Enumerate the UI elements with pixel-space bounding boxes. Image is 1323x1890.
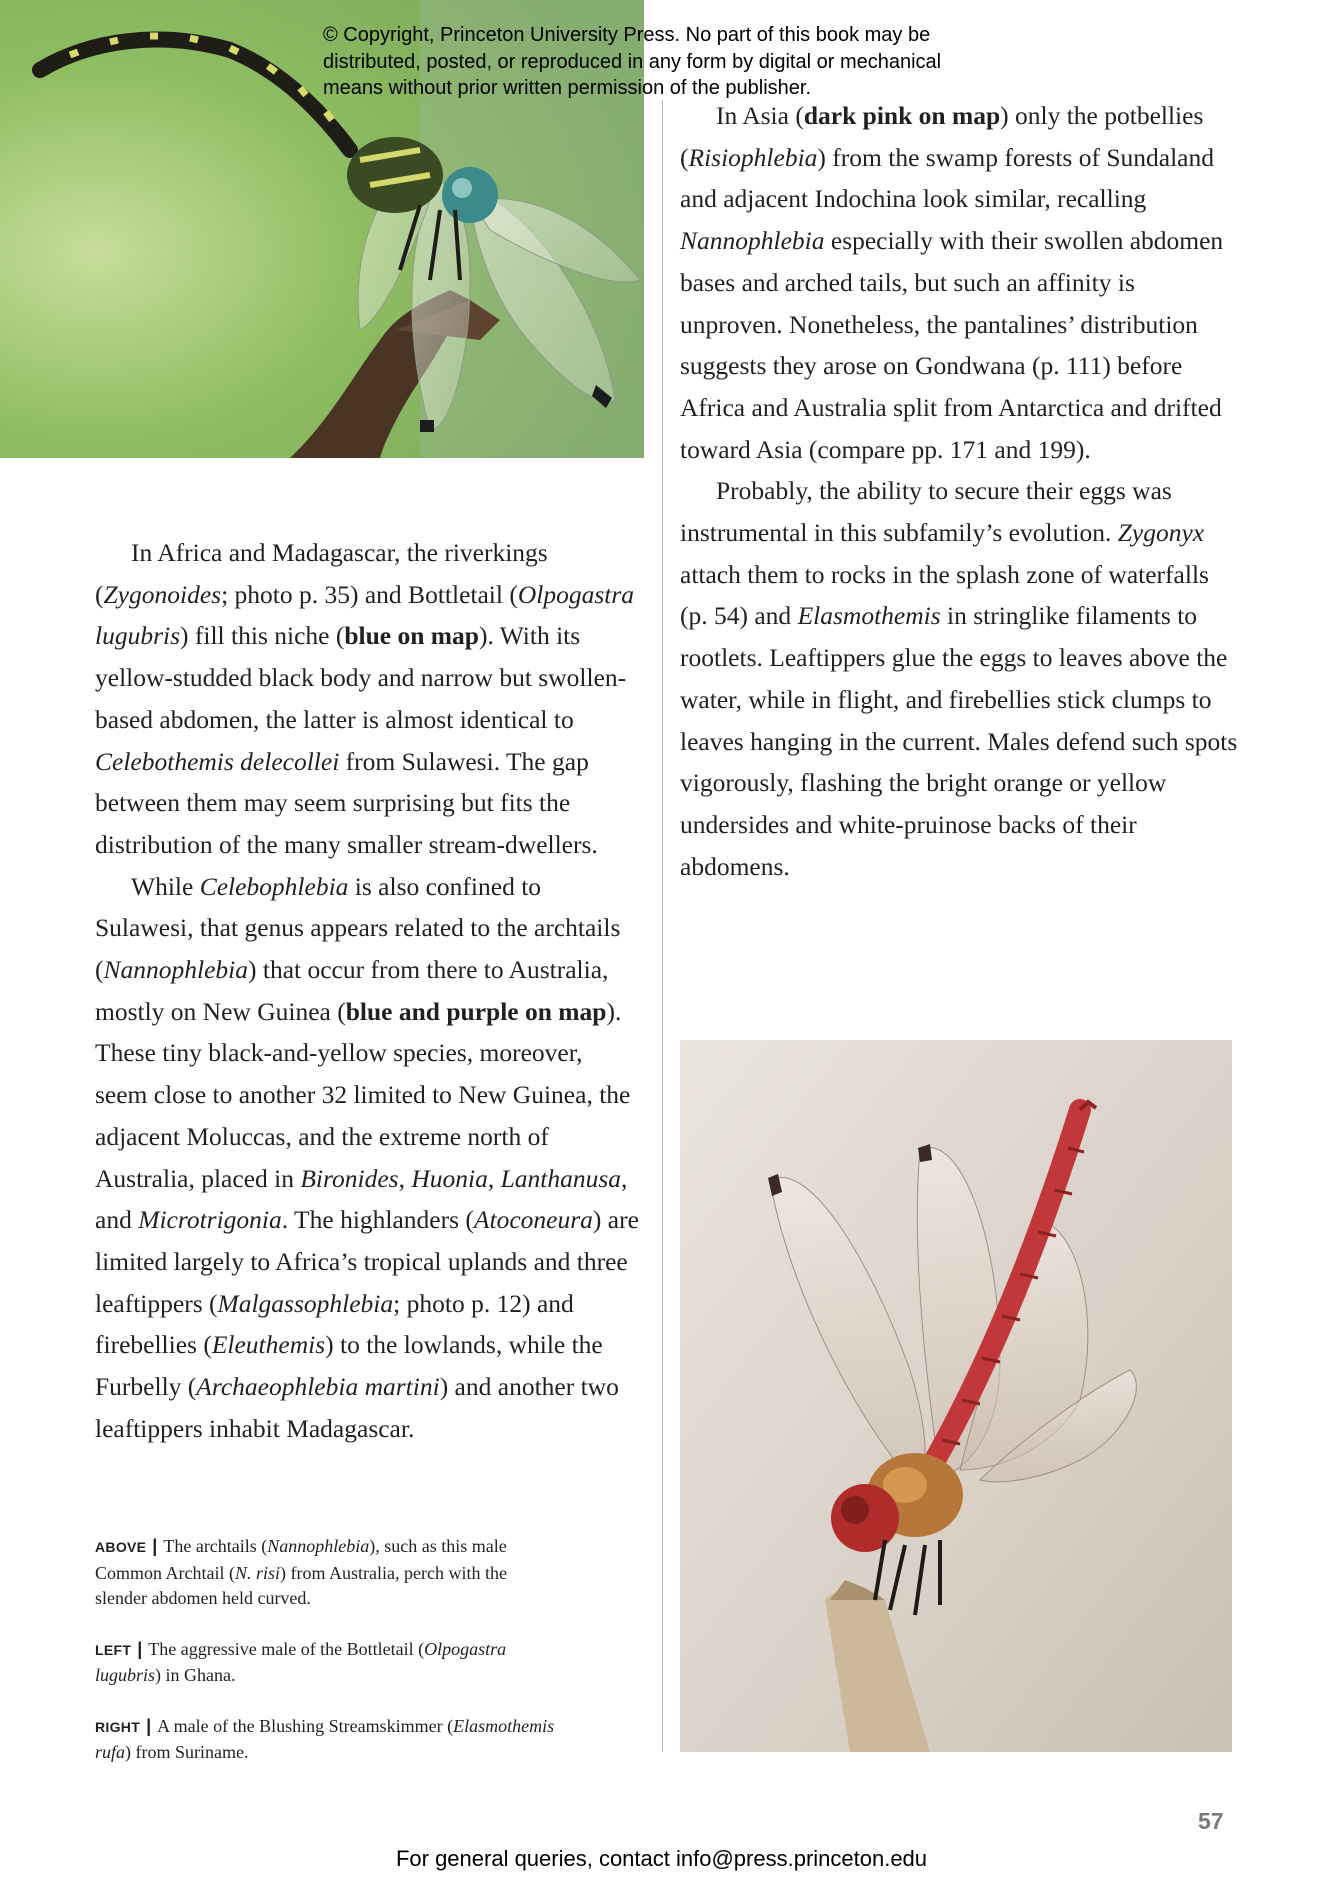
left-column [95, 532, 640, 1449]
right-paragraph-2: Probably, the ability to secure their eggs was instrumental in this subfamily’s evolution. Zygonyx attach them to rocks in the splash zone of waterfalls (p. 54) and Elasmothemis in stringlike filaments to rootlets. Leaftippers glue the eggs to leaves above the water, while in flight, and firebellies stick clumps to leaves hanging in the current. Males defend such spots vigorously, flashing the bright orange or yellow undersides and white-pruinose backs of their abdomens. [680, 476, 1238, 881]
caption-label: ABOVE [95, 1539, 147, 1555]
page-number: 57 [1198, 1808, 1224, 1834]
left-paragraph-2: While Celebophlebia is also confined to Sulawesi, that genus appears related to the archtails (Nannophlebia) that occur from there to Australia, mostly on New Guinea (blue and purple on map). These tiny black-and-yellow species, moreover, seem close to another 32 limited to New Guinea, the adjacent Moluccas, and the extreme north of Australia, placed in Bironides, Huonia, Lanthanusa, and Microtrigonia. The highlanders (Atoconeura) are limited largely to Africa’s tropical uplands and three leaftippers (Malgassophlebia; photo p. 12) and firebellies (Eleuthemis) to the lowlands, while the Furbelly (Archaeophlebia martini) and another two leaftippers inhabit Madagascar. [95, 871, 639, 1443]
photo-captions [95, 1534, 555, 1791]
caption-left: LEFT | The aggressive male of the Bottletail (Olpogastra lugubris) in Ghana. [95, 1638, 507, 1685]
right-column [680, 95, 1240, 887]
copyright-line-3: means without prior written permission of the publisher. [323, 77, 812, 99]
caption-above: ABOVE | The archtails (Nannophlebia), such as this male Common Archtail (N. risi) from Australia, perch with the slender abdomen held curved. [95, 1536, 507, 1608]
copyright-line-1: © Copyright, Princeton University Press. No part of this book may be [323, 24, 931, 46]
streamskimmer-photo-illustration [680, 1040, 1232, 1752]
copyright-line-2: distributed, posted, or reproduced in any form by digital or mechanical [323, 50, 942, 73]
caption-separator: | [137, 1638, 143, 1659]
caption-label: LEFT [95, 1641, 132, 1658]
copyright-notice [323, 22, 1043, 102]
caption-separator: | [152, 1536, 158, 1556]
footer-contact: For general queries, contact info@press.princeton.edu [395, 1846, 928, 1871]
caption-label: RIGHT [95, 1718, 141, 1735]
right-paragraph-1: In Asia (dark pink on map) only the potbellies (Risiophlebia) from the swamp forests of Sundaland and adjacent Indochina look similar, recalling Nannophlebia especially with their swollen abdomen bases and arched tails, but such an affinity is unproven. Nonetheless, the pantalines’ distribution suggests they arose on Gondwana (p. 111) before Africa and Australia split from Antarctica and drifted toward Asia (compare pp. 171 and 199). [680, 101, 1224, 464]
column-divider [662, 100, 663, 1752]
streamskimmer-photo [680, 1040, 1232, 1752]
left-paragraph-1: In Africa and Madagascar, the riverkings (Zygonoides; photo p. 35) and Bottletail (Olpogastra lugubris) fill this niche (blue on map). With its yellow-studded black body and narrow but swollen-based abdomen, the latter is almost identical to Celebothemis delecollei from Sulawesi. The gap between them may seem surprising but fits the distribution of the many smaller stream-dwellers. [95, 538, 635, 859]
caption-separator: | [146, 1715, 152, 1736]
caption-right: RIGHT | A male of the Blushing Streamskimmer (Elasmothemis rufa) from Suriname. [95, 1715, 555, 1762]
